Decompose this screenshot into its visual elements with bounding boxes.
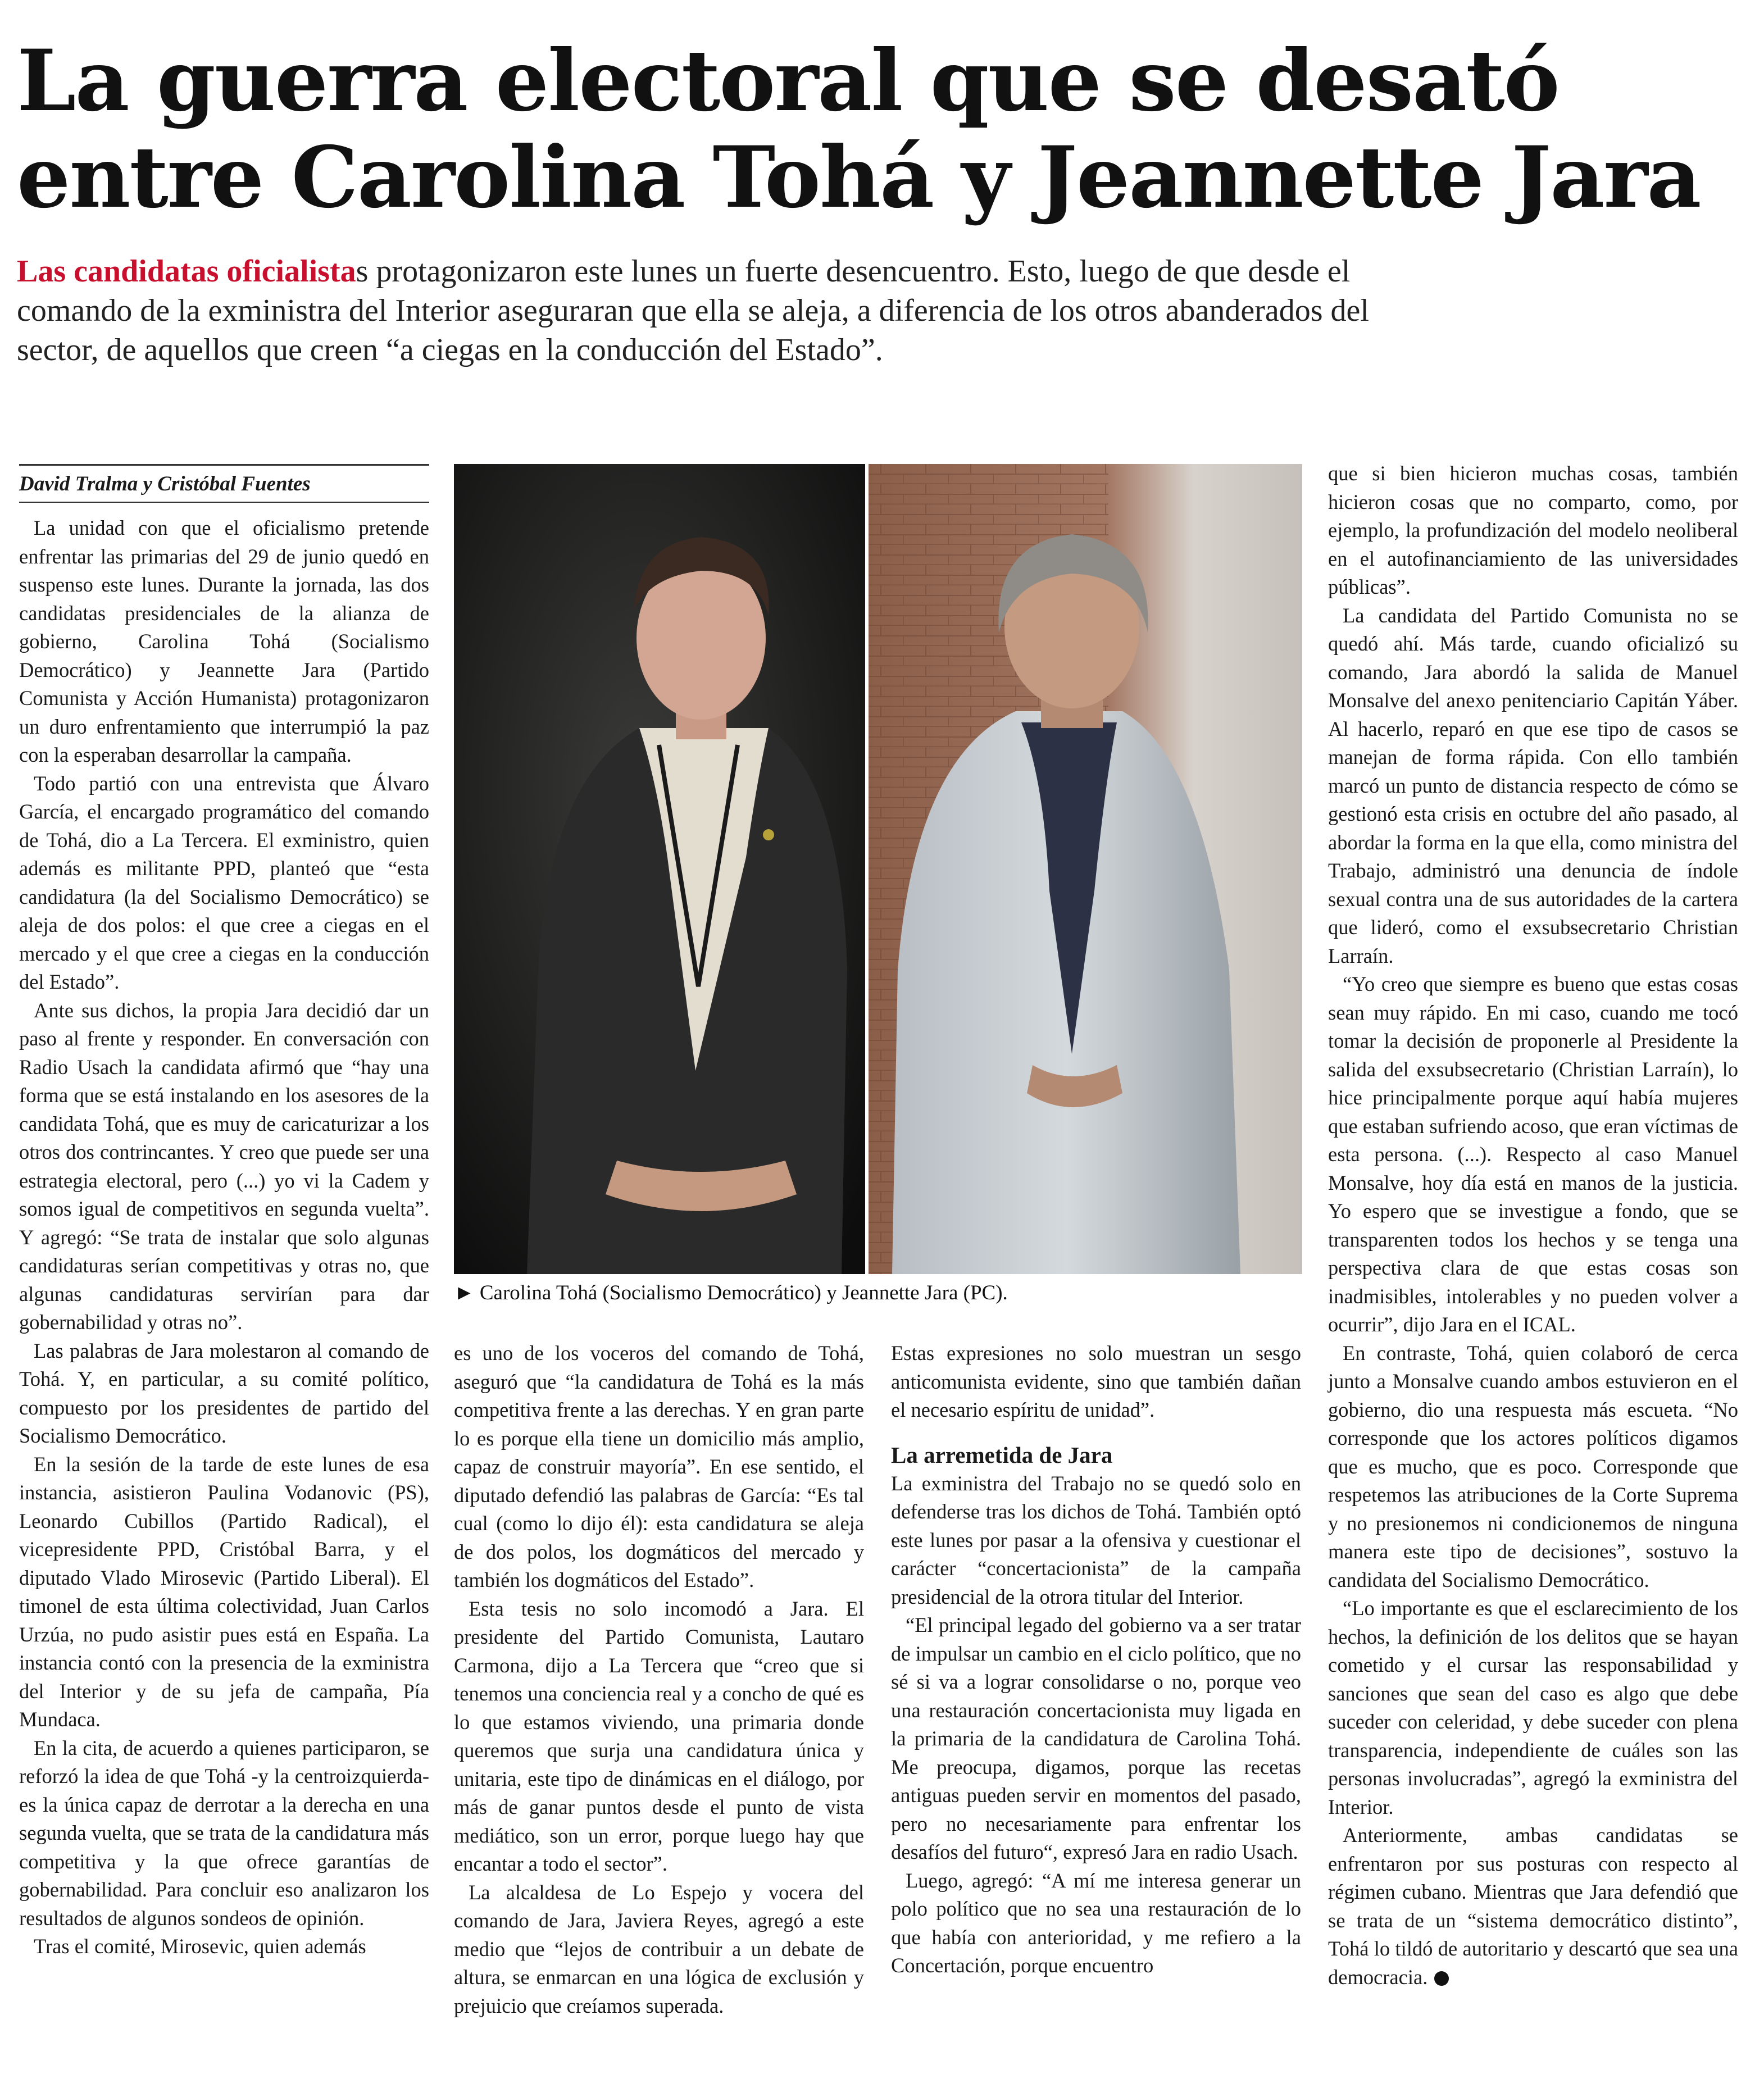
- paragraph: En la cita, de acuerdo a quienes participaron, se reforzó la idea de que Tohá -y la centroizquierda- es la única capaz de derrotar a la derecha en una segunda vuelta, que se trata de la candidatura más competitiva y la que ofrece garantías de gobernabilidad. Para concluir eso analizaron los resultados de algunos sondeos de opinión.: [19, 1736, 429, 1930]
- column-2: [454, 1339, 864, 2020]
- candidates-photo: [454, 464, 1302, 1274]
- paragraph: Tras el comité, Mirosevic, quien además: [34, 1935, 366, 1958]
- paragraph: Estas expresiones no solo muestran un sesgo anticomunista evidente, sino que también dañan el necesario espíritu de unidad”.: [891, 1341, 1301, 1421]
- paragraph: La alcaldesa de Lo Espejo y vocera del comando de Jara, Javiera Reyes, agregó a este medio que “lejos de contribuir a un debate de altura, se enmarcan en una lógica de exclusión y prejuicio que creíamos superada.: [454, 1880, 864, 2017]
- headline-line-1: La guerra electoral que se desató: [17, 31, 1559, 130]
- photo-caption: ► Carolina Tohá (Socialismo Democrático) y Jeannette Jara (PC).: [454, 1281, 1008, 1304]
- paragraph: La candidata del Partido Comunista no se quedó ahí. Más tarde, cuando oficializó su comando, Jara abordó la salida de Manuel Monsalve del anexo penitenciario Capitán Yáber. Al hacerlo, reparó en que ese tipo de casos se manejan de forma rápida. Con ello también marcó un punto de distancia respecto de cómo se gestionó esta crisis en octubre del año pasado, al abordar la forma en la que ella, como ministra del Trabajo, administró una denuncia de índole sexual contra una de sus autoridades de la cartera que lideró, como el exsubsecretario Christian Larraín.: [1328, 603, 1738, 967]
- paragraph: Todo partió con una entrevista que Álvaro García, el encargado programático del comando de Tohá, dio a La Tercera. El exministro, quien además es militante PPD, planteó que “esta candidatura (la del Socialismo Democrático) se aleja de dos polos: el que cree a ciegas en el mercado y el que cree a ciegas en la conducción del Estado”.: [19, 771, 429, 993]
- photo-left-tohá: [454, 464, 867, 1274]
- paragraph: La exministra del Trabajo no se quedó solo en defenderse tras los dichos de Tohá. También optó este lunes por pasar a la ofensiva y cuestionar el carácter “concertacionista” de la campaña presidencial de la otrora titular del Interior.: [891, 1471, 1301, 1608]
- paragraph: es uno de los voceros del comando de Tohá, aseguró que “la candidatura de Tohá es la más competitiva frente a las derechas. Y en gran parte lo es porque ella tiene un domicilio más amplio, capaz de construir mayoría”. En ese sentido, el diputado defendió las palabras de García: “Es tal cual (como lo dijo él): esta candidatura se aleja de dos polos, los dogmáticos del mercado y también los dogmáticos del Estado”.: [454, 1341, 864, 1591]
- headline-line-2: entre Carolina Tohá y Jeannette Jara: [17, 128, 1701, 227]
- paragraph: que si bien hicieron muchas cosas, también hicieron cosas que no comparto, como, por ejemplo, la profundización del modelo neoliberal en el autofinanciamiento de las universidades públicas”.: [1328, 462, 1738, 598]
- paragraph: [1328, 1821, 1738, 1991]
- photo-right-jara: [867, 464, 1302, 1274]
- byline: David Tralma y Cristóbal Fuentes: [19, 464, 429, 503]
- column-1: [19, 464, 429, 1961]
- paragraph: “Lo importante es que el esclarecimiento de los hechos, la definición de los delitos que se hayan cometido y el cursar las responsabilidad y sanciones que sean del caso es algo que debe suceder con celeridad, y debe suceder con plena transparencia, independiente de cuáles son las personas involucradas”, agregó la exministra del Interior.: [1328, 1597, 1738, 1818]
- deck: [17, 252, 1388, 370]
- paragraph: En la sesión de la tarde de este lunes de esa instancia, asistieron Paulina Vodanovic (PS), Leonardo Cubillos (Partido Radical), el vicepresidente PPD, Cristóbal Barra, y el diputado Vlado Mirosevic (Partido Liberal). El timonel de esta última colectividad, Juan Carlos Urzúa, no pudo asistir pues está en España. La instancia contó con la presencia de la exministra del Interior y de su jefa de campaña, Pía Mundaca.: [19, 1452, 429, 1731]
- headline: [17, 33, 1747, 226]
- deck-lead: Las candidatas oficialista: [17, 254, 356, 289]
- paragraph: La unidad con que el oficialismo pretende enfrentar las primarias del 29 de junio quedó en suspenso este lunes. Durante la jornada, las dos candidatas presidenciales de la alianza de gobierno, Carolina Tohá (Socialismo Democrático) y Jeannette Jara (Partido Comunista y Acción Humanista) protagonizaron un duro enfrentamiento que interrumpió la paz con la esperaban desarrollar la campaña.: [19, 516, 429, 766]
- paragraph: Luego, agregó: “A mí me interesa generar un polo político que no sea una restauración de lo que había con anterioridad, y me refiero a la Concertación, porque encuentro: [891, 1868, 1301, 1977]
- final-paragraph-text: Anteriormente, ambas candidatas se enfrentaron por sus posturas con respecto al régimen cubano. Mientras que Jara defendió que se trata de un “sistema democrático distinto”, Tohá lo tildó de autoritario y descartó que sea una democracia.: [1328, 1823, 1738, 1989]
- end-mark-icon: [1434, 1971, 1449, 1986]
- paragraph: Ante sus dichos, la propia Jara decidió dar un paso al frente y responder. En conversación con Radio Usach la candidata afirmó que “hay una forma que se está instalando en los asesores de la candidata Tohá, que es muy de caricaturizar a los otros dos contrincantes. Y creo que puede ser una estrategia electoral, pero (...) yo vi la Cadem y somos igual de competitivos en segunda vuelta”. Y agregó: “Se trata de instalar que solo algunas candidaturas serían competitivas y otras no, que algunas candidaturas servirían para dar gobernabilidad y otras no”.: [19, 998, 429, 1334]
- column-3: [891, 1339, 1301, 1980]
- paragraph: “El principal legado del gobierno va a ser tratar de impulsar un cambio en el ciclo político, que no sé si va a lograr consolidarse o no, porque veo una restauración concertacionista muy ligada en la primaria de la candidatura de Carolina Tohá. Me preocupa, digamos, porque las recetas antiguas pueden servir en momentos del pasado, pero no necesariamente para enfrentar los desafíos del futuro“, expresó Jara en radio Usach.: [891, 1613, 1301, 1863]
- paragraph: En contraste, Tohá, quien colaboró de cerca junto a Monsalve cuando ambos estuvieron en el gobierno, dio una respuesta más escueta. “No corresponde que los actores políticos digamos que es mucho, que es poco. Corresponde que respetemos las atribuciones de la Corte Suprema y no presionemos ni condicionemos de ninguna manera este tipo de decisiones”, sostuvo la candidata del Socialismo Democrático.: [1328, 1341, 1738, 1591]
- subhead: La arremetida de Jara: [891, 1441, 1113, 1468]
- paragraph: Esta tesis no solo incomodó a Jara. El presidente del Partido Comunista, Lautaro Carmona, dijo a La Tercera que “creo que si tenemos una conciencia real y a concho de qué es lo que estamos viviendo, una primaria donde queremos que surja una candidatura única y unitaria, este tipo de dinámicas en el diálogo, por más de ganar puntos desde el punto de vista mediático, son un error, porque luego hay que encantar a todo el sector”.: [454, 1597, 864, 1875]
- column-4: [1328, 460, 1738, 1991]
- paragraph: “Yo creo que siempre es bueno que estas cosas sean muy rápido. En mi caso, cuando me tocó tomar la decisión de proponerle al Presidente la salida del exsubsecretario (Christian Larraín), lo hice principalmente porque aquí había mujeres que estaban sufriendo acoso, que eran víctimas de esta persona. (...). Respecto al caso Manuel Monsalve, hoy día está en manos de la justicia. Yo espero que se investigue a fondo, que se transparenten todos los hechos y se tenga una perspectiva clara de que estas cosas son inadmisibles, intolerables y no pueden volver a ocurrir”, dijo Jara en el ICAL.: [1328, 972, 1738, 1336]
- paragraph: Las palabras de Jara molestaron al comando de Tohá. Y, en particular, a su comité político, compuesto por los presidentes de partido del Socialismo Democrático.: [19, 1339, 429, 1447]
- deck-text: s protagonizaron este lunes un fuerte desencuentro. Esto, luego de que desde el comando de la exministra del Interior aseguraran que ella se aleja, a diferencia de los otros abanderados del sector, de aquellos que creen “a ciegas en la conducción del Estado”.: [17, 254, 1369, 367]
